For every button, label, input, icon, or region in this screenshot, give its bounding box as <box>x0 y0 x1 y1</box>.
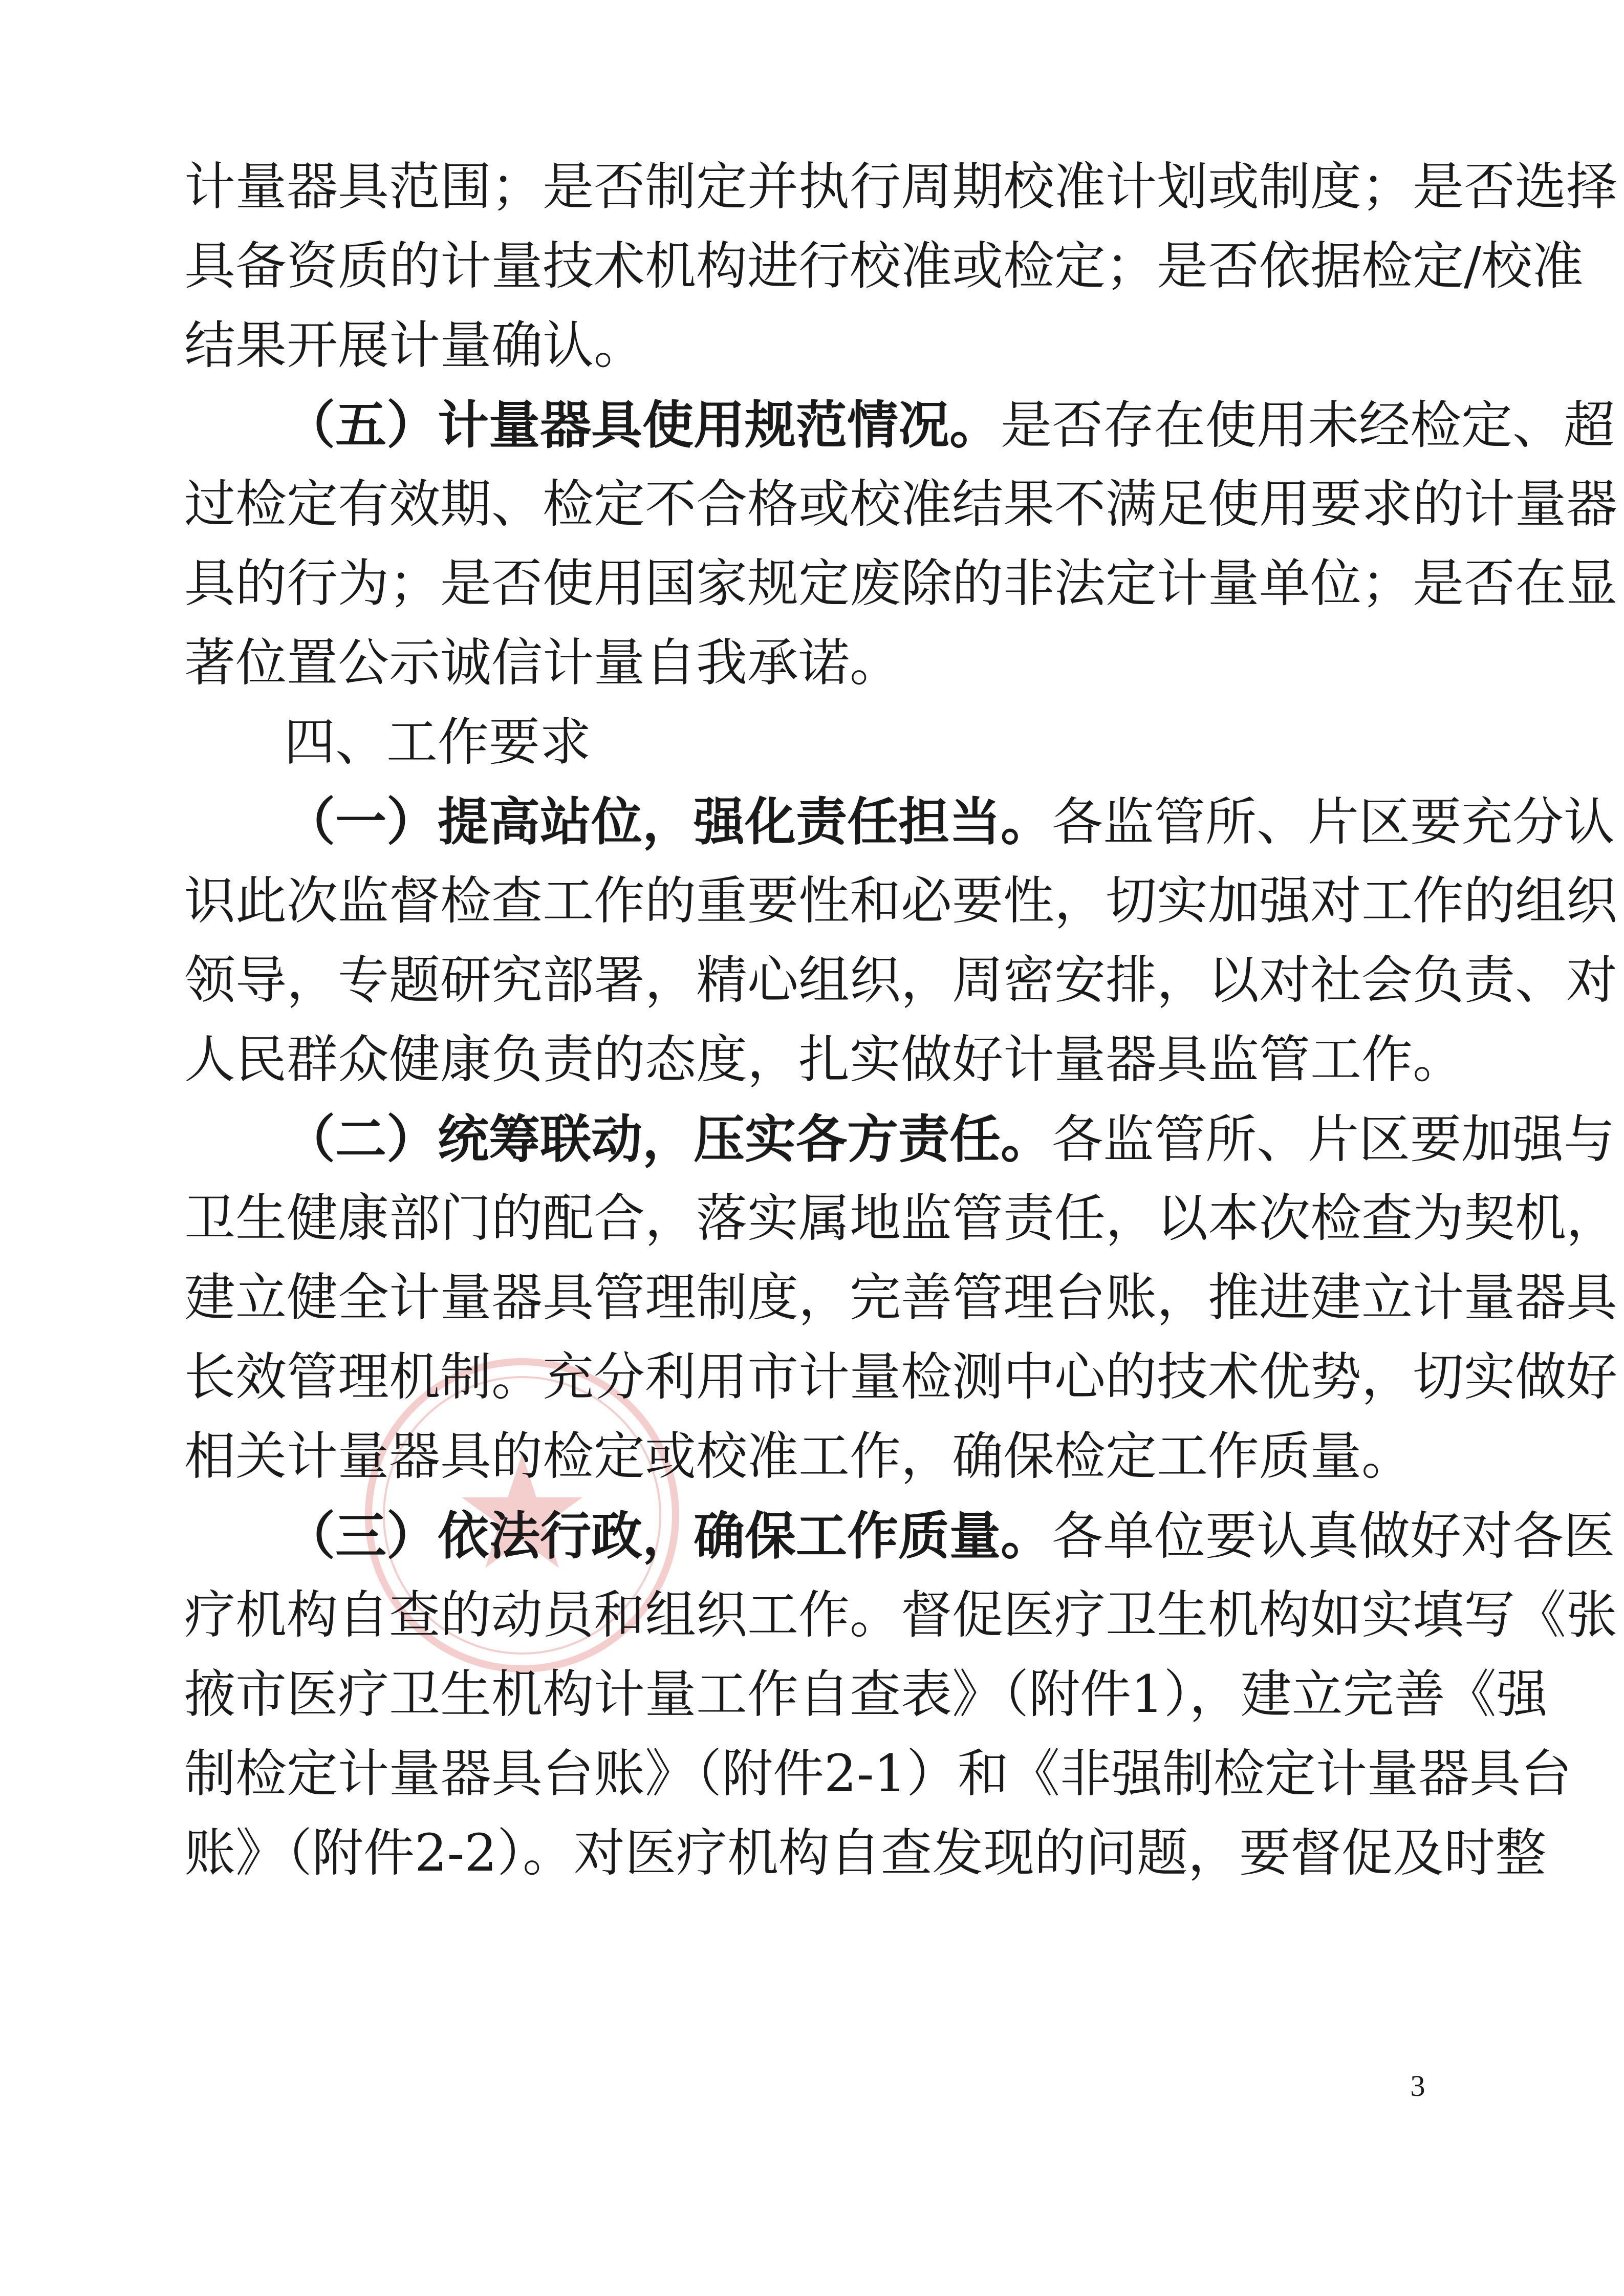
text-line: 识此次监督检查工作的重要性和必要性，切实加强对工作的组织 <box>184 871 1617 931</box>
section-title-two: （二）统筹联动，压实各方责任。 <box>284 1109 1052 1169</box>
text-line: 卫生健康部门的配合，落实属地监管责任，以本次检查为契机， <box>184 1188 1617 1248</box>
text-line: 建立健全计量器具管理制度，完善管理台账，推进建立计量器具 <box>184 1268 1617 1327</box>
section-title-five: （五）计量器具使用规范情况。 <box>284 395 1001 455</box>
section-title-three: （三）依法行政，确保工作质量。 <box>284 1506 1052 1566</box>
text-span: 各监管所、片区要加强与 <box>1052 1109 1615 1169</box>
text-line: 计量器具范围；是否制定并执行周期校准计划或制度；是否选择 <box>184 157 1617 217</box>
section-lead-line <box>284 392 1615 459</box>
text-span: 是否存在使用未经检定、超 <box>1001 395 1615 455</box>
text-line: 掖市医疗卫生机构计量工作自查表》（附件1），建立完善《强 <box>184 1664 1548 1724</box>
text-span: 各监管所、片区要充分认 <box>1052 792 1615 852</box>
section-lead-line <box>284 1106 1615 1173</box>
text-line: 制检定计量器具台账》（附件2-1）和《非强制检定计量器具台 <box>184 1744 1572 1804</box>
text-line: 著位置公示诚信计量自我承诺。 <box>184 633 901 693</box>
text-line: 相关计量器具的检定或校准工作，确保检定工作质量。 <box>184 1426 1413 1486</box>
text-line: 具的行为；是否使用国家规定废除的非法定计量单位；是否在显 <box>184 553 1617 613</box>
text-span: 各单位要认真做好对各医 <box>1052 1506 1615 1566</box>
text-line: 人民群众健康负责的态度，扎实做好计量器具监管工作。 <box>184 1029 1464 1089</box>
text-line: 账》（附件2-2）。对医疗机构自查发现的问题，要督促及时整 <box>184 1823 1547 1883</box>
text-line: 过检定有效期、检定不合格或校准结果不满足使用要求的计量器 <box>184 474 1617 534</box>
section-lead-line <box>284 788 1615 855</box>
text-line: 长效管理机制。充分利用市计量检测中心的技术优势，切实做好 <box>184 1347 1617 1407</box>
section-heading: 四、工作要求 <box>284 712 591 772</box>
text-line: 领导，专题研究部署，精心组织，周密安排，以对社会负责、对 <box>184 950 1617 1010</box>
text-line: 结果开展计量确认。 <box>184 315 645 375</box>
page-number: 3 <box>1410 2069 1425 2102</box>
section-title-one: （一）提高站位，强化责任担当。 <box>284 791 1052 852</box>
text-line: 具备资质的计量技术机构进行校准或检定；是否依据检定/校准 <box>184 236 1584 296</box>
text-line: 疗机构自查的动员和组织工作。督促医疗卫生机构如实填写《张 <box>184 1585 1617 1645</box>
section-lead-line <box>284 1503 1615 1570</box>
